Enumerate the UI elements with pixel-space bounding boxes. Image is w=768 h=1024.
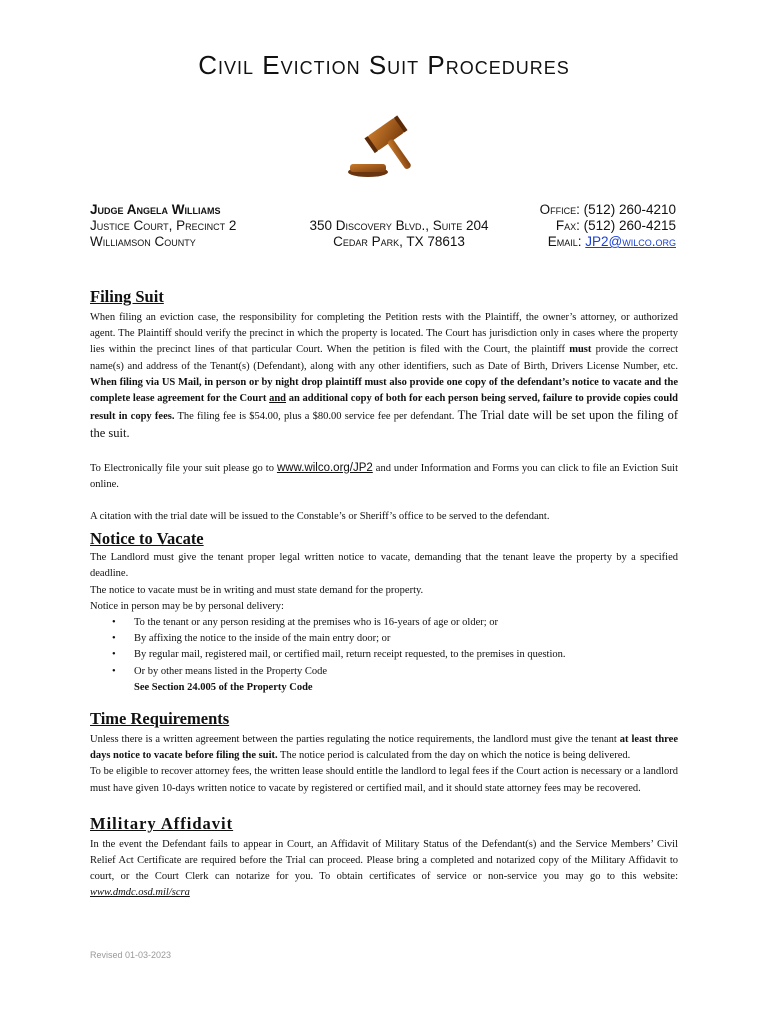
filing-paragraph: When filing an eviction case, the responsibility for completing the Petition rests with the Plaintiff, the owner’s attorney, or authorized agent. The Plaintiff should verify the precinct in which the property is located. The Court has jurisdiction only in cases where the property lies within the precinct lines of that particular Court. When the petition is filed with the Court, the plaintiff must provide the correct name(s) and address of the Tenant(s) (Defendant), along with any other identifiers, such as Date of Birth, Drivers License Number, etc. When filing via US Mail, in person or by night drop plaintiff must also provide one copy of the defendant’s notice to vacate and the complete lease agreement for the Court and an additional copy of both for each person being served, failure to provide copies could result in copy fees. The filing fee is $54.00, plus a $80.00 service fee per defendant. The Trial date will be set upon the filing of the suit. xyxy=(90,312,679,441)
office-phone: Office: (512) 260-4210 xyxy=(539,202,676,217)
notice-delivery-list xyxy=(90,615,678,680)
email-link[interactable]: JP2@wilco.org xyxy=(585,234,676,249)
court-contact xyxy=(540,202,676,250)
gavel-icon xyxy=(342,110,426,184)
page-title: Civil Eviction Suit Procedures xyxy=(198,50,570,80)
county-name: Williamson County xyxy=(90,234,196,249)
efile-link[interactable]: www.wilco.org/JP2 xyxy=(276,461,373,474)
notice-paragraph-2: The notice to vacate must be in writing and must state demand for the property. xyxy=(90,584,424,596)
filing-suit-heading: Filing Suit xyxy=(90,287,164,306)
list-item: • To the tenant or any person residing at the premises who is 16-years of age or older; or xyxy=(134,615,678,631)
list-item: • By affixing the notice to the inside of the main entry door; or xyxy=(134,631,678,647)
military-affidavit-heading: Military Affidavit xyxy=(90,813,234,833)
court-info xyxy=(90,202,236,250)
scra-link[interactable]: www.dmdc.osd.mil/scra xyxy=(90,887,190,899)
list-item: • By regular mail, registered mail, or certified mail, return receipt requested, to the premises in question. xyxy=(134,647,678,663)
efile-paragraph: To Electronically file your suit please go to www.wilco.org/JP2 and under Information and Forms you can click to file an Eviction Suit online. xyxy=(90,461,678,490)
revised-date: Revised 01-03-2023 xyxy=(90,950,172,960)
notice-paragraph-3: Notice in person may be by personal delivery: xyxy=(90,600,284,612)
address-line-1: 350 Discovery Blvd., Suite 204 xyxy=(309,218,489,233)
citation-paragraph: A citation with the trial date will be issued to the Constable’s or Sheriff’s office to be served to the defendant. xyxy=(90,511,550,523)
list-item: • Or by other means listed in the Property Code xyxy=(134,664,678,680)
time-paragraph-2: To be eligible to recover attorney fees, the written lease should entitle the landlord to legal fees if the Court action is necessary or a landlord must have given 10-days written notice to vacate by registered or certified mail, and it should state attorney fees may be recovered. xyxy=(90,766,678,794)
notice-paragraph-1: The Landlord must give the tenant proper legal written notice to vacate, demanding that the tenant leave the property by a specified deadline. xyxy=(90,552,678,580)
document-body xyxy=(90,286,678,902)
address-line-2: Cedar Park, TX 78613 xyxy=(333,234,465,249)
time-requirements-heading: Time Requirements xyxy=(90,709,230,729)
property-code-reference: See Section 24.005 of the Property Code xyxy=(134,681,313,693)
court-name: Justice Court, Precinct 2 xyxy=(90,218,237,233)
email-line: Email: JP2@wilco.org xyxy=(547,234,676,249)
time-paragraph-1: Unless there is a written agreement between the parties regulating the notice requirements, the landlord must give the tenant at least three days notice to vacate before filing the suit. The notice period is calculated from the day on which the notice is being delivered. xyxy=(90,734,678,762)
judge-name: Judge Angela Williams xyxy=(90,202,221,217)
military-paragraph: In the event the Defendant fails to appear in Court, an Affidavit of Military Status of the Defendant(s) and the Service Members’ Civil Relief Act Certificate are required before the Trial can proceed. Please bring a completed and notarized copy of the Military Affidavit to court, or the Court Clerk can notarize for you. To obtain certificates of service or non-service you may go to this website: www.dmdc.osd.mil/scra xyxy=(90,838,678,899)
court-address xyxy=(292,202,506,250)
notice-to-vacate-heading: Notice to Vacate xyxy=(90,529,204,549)
fax-number: Fax: (512) 260-4215 xyxy=(555,218,676,233)
